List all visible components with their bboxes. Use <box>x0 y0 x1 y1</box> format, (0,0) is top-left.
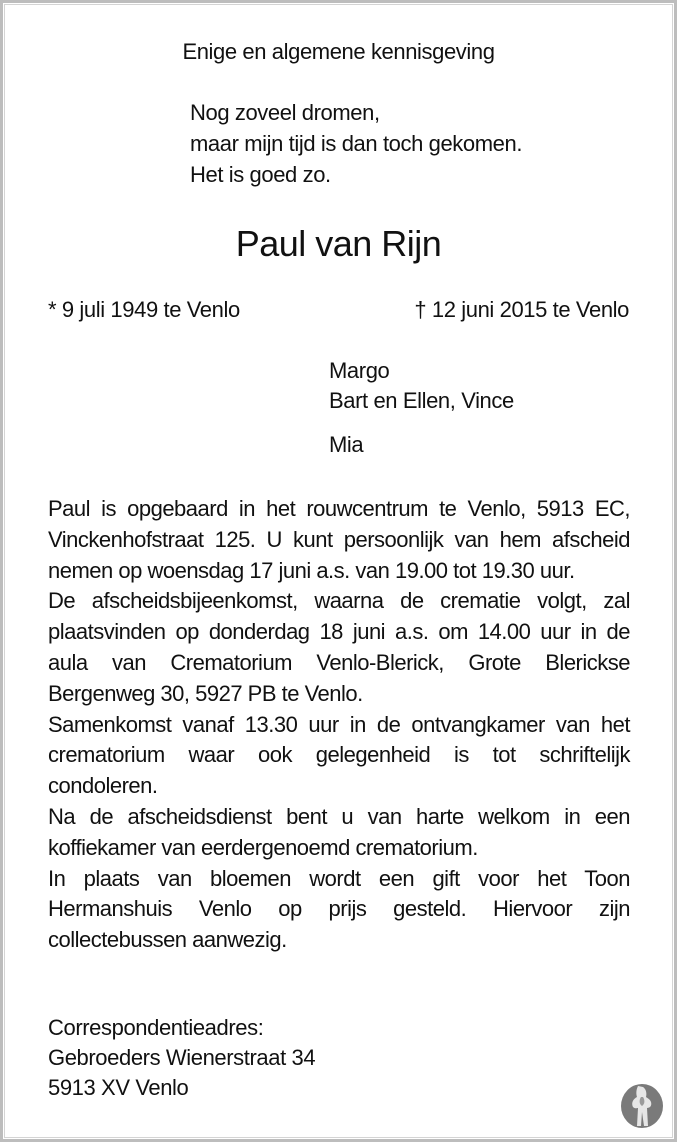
paragraph-coffee: Na de afscheidsdienst bent u van harte welkom in een koffiekamer van eerdergenoemd crematorium. <box>48 803 630 860</box>
poem-line: Het is goed zo. <box>190 162 331 187</box>
address-label: Correspondentieadres: <box>48 1015 264 1040</box>
family-member: Mia <box>329 432 364 457</box>
poem <box>190 98 522 191</box>
deceased-name: Paul van Rijn <box>235 223 442 264</box>
address-street: Gebroeders Wienerstraat 34 <box>48 1045 316 1070</box>
notice-body <box>48 494 630 956</box>
poem-line: Nog zoveel dromen, <box>190 100 380 125</box>
poem-line: maar mijn tijd is dan toch gekomen. <box>190 131 523 156</box>
death-date: † 12 juni 2015 te Venlo <box>414 297 629 322</box>
embracing-figures-logo-icon <box>618 1082 666 1130</box>
notice-heading: Enige en algemene kennisgeving <box>182 39 495 64</box>
family-member: Margo <box>329 358 390 383</box>
paragraph-gathering: Samenkomst vanaf 13.30 uur in de ontvangkamer van het crematorium waar ook gelegenheid is tot schriftelijk condoleren. <box>48 711 630 799</box>
family-list <box>329 356 514 460</box>
paragraph-donations: In plaats van bloemen wordt een gift voor het Toon Hermanshuis Venlo op prijs gesteld. Hiervoor zijn collectebussen aanwezig. <box>48 865 630 953</box>
correspondence-address <box>48 1013 315 1103</box>
paragraph-ceremony: De afscheidsbijeenkomst, waarna de crematie volgt, zal plaatsvinden op donderdag 18 juni a.s. om 14.00 uur in de aula van Crematorium Venlo-Blerick, Grote Blerickse Bergenweg 30, 5927 PB te Venlo. <box>48 588 630 706</box>
paragraph-viewing: Paul is opgebaard in het rouwcentrum te Venlo, 5913 EC, Vinckenhofstraat 125. U kunt persoonlijk van hem afscheid nemen op woensdag 17 juni a.s. van 19.00 tot 19.30 uur. <box>48 496 630 583</box>
birth-date: * 9 juli 1949 te Venlo <box>48 297 240 322</box>
address-city: 5913 XV Venlo <box>48 1075 189 1100</box>
family-member: Bart en Ellen, Vince <box>329 388 514 413</box>
